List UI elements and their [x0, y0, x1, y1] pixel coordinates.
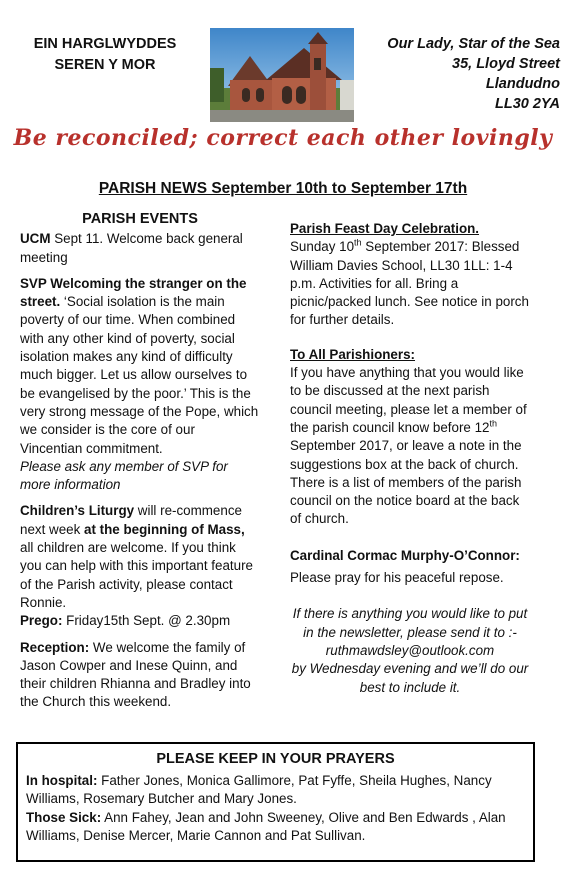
hospital-text: Father Jones, Monica Gallimore, Pat Fyffe, Sheila Hughes, Nancy Williams, Rosemary Butcher and Mary Jones. [26, 772, 492, 807]
feast-sup: th [354, 237, 362, 248]
sick-text: Ann Fahey, Jean and John Sweeney, Olive and Ben Edwards , Alan Williams, Denise Mercer, Marie Cannon and Pat Sullivan. [26, 809, 506, 844]
note-line1: If there is anything you would like to put in the newsletter, please send it to :- [292, 606, 528, 640]
church-name: Our Lady, Star of the Sea [387, 36, 560, 52]
svp-lead: SVP Welcoming the stranger on the street. [20, 275, 247, 310]
right-column [290, 220, 530, 697]
parishioners-pre: If you have anything that you would like to be discussed at the next parish council meeting, please let a member of the parish council know before 12 [290, 365, 527, 435]
reception-text: We welcome the family of Jason Cowper and Inese Quinn, and their children Rhianna and Bradley into the Church this weekend. [20, 639, 251, 710]
feast-heading: Parish Feast Day Celebration. [290, 221, 480, 236]
parishioners-sup: th [489, 418, 498, 429]
ucm-item [20, 230, 260, 267]
feast-pre: Sunday 10 [290, 239, 355, 255]
hospital-item [26, 772, 525, 809]
cardinal-heading: Cardinal Cormac Murphy-O’Connor: [290, 547, 520, 563]
church-address [360, 34, 560, 114]
prayers-box [16, 742, 535, 862]
reception-lead: Reception: [20, 639, 90, 655]
svp-italic: Please ask any member of SVP for more information [20, 458, 228, 493]
liturgy-lead: Children’s Liturgy [20, 503, 135, 519]
prayers-title: PLEASE KEEP IN YOUR PRAYERS [156, 751, 395, 767]
feast-item [290, 238, 530, 329]
parishioners-heading: To All Parishioners: [290, 346, 416, 362]
liturgy-text: all children are welcome. If you think you can help with this important feature of the Parish activity, please contact Ronnie. [20, 540, 253, 610]
parishioners-text: September 2017, or leave a note in the suggestions box at the back of church. There is a list of members of the parish council on the notice board at the back of church. [290, 438, 522, 527]
address-street: 35, Lloyd Street [452, 56, 560, 72]
ucm-text: Sept 11. Welcome back general meeting [20, 231, 243, 265]
reception-item [20, 639, 260, 712]
liturgy-bold: at the beginning of Mass, [84, 521, 245, 537]
newsletter-title: PARISH NEWS September 10th to September 17th [98, 180, 468, 197]
liturgy-item [20, 502, 260, 630]
church-photo [210, 28, 354, 122]
welsh-name-line1: EIN HARGLWYDDES [33, 36, 177, 52]
prego-lead: Prego: [20, 613, 63, 629]
parishioners-item [290, 364, 530, 529]
address-postcode: LL30 2YA [494, 96, 560, 112]
sick-item [26, 809, 525, 846]
note-line2: by Wednesday evening and we’ll do our best to include it. [291, 661, 529, 695]
svp-item [20, 275, 260, 495]
cardinal-text: Please pray for his peaceful repose. [290, 570, 504, 586]
note-email[interactable]: ruthmawdsley@outlook.com [325, 642, 495, 658]
liturgy-mid: will re-commence next week [20, 503, 242, 537]
newsletter-submission-note [290, 605, 530, 696]
prego-text: Friday15th Sept. @ 2.30pm [62, 613, 231, 629]
address-town: Llandudno [485, 76, 560, 92]
left-column [20, 210, 260, 720]
hospital-lead: In hospital: [26, 772, 98, 788]
welsh-name-line2: SEREN Y MOR [54, 57, 156, 73]
ucm-lead: UCM [20, 231, 51, 247]
feast-text: September 2017: Blessed William Davies School, LL30 1LL: 1-4 p.m. Activities for all. Bring a picnic/packed lunch. See notice in porch for further details. [290, 239, 529, 328]
parish-events-heading: PARISH EVENTS [82, 211, 198, 227]
motto: Be reconciled; correct each other lovingly [13, 125, 553, 151]
sick-lead: Those Sick: [26, 809, 102, 825]
church-welsh-name [20, 34, 190, 76]
svp-text: ‘Social isolation is the main poverty of our time. When combined with any other kind of poverty, social isolation makes any kind of difficulty much bigger. Let us allow ourselves to be evangelised by the poor.’ This is the very strong message of the Pope, which we consider is the core of our Vincentian commitment. [20, 294, 259, 456]
